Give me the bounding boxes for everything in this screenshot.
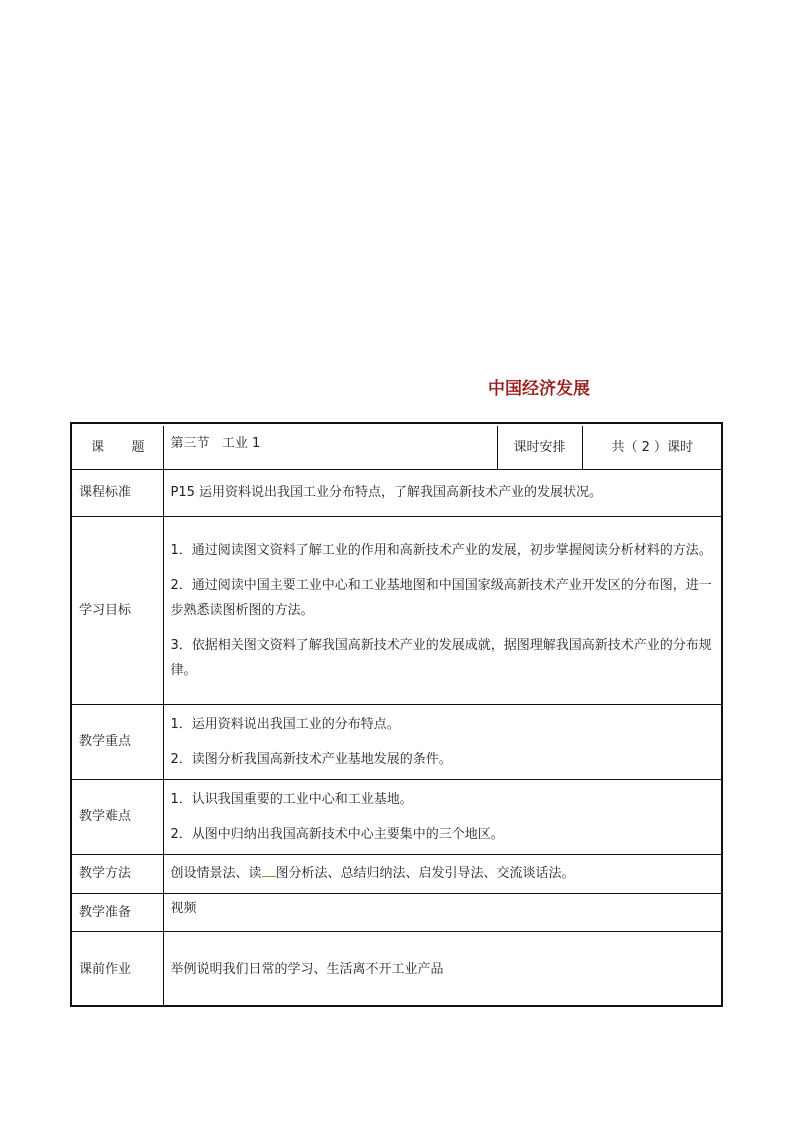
topic-label-a: 课 (91, 439, 105, 455)
preparation-text: 视频 (170, 900, 197, 916)
topic-label-cell (72, 426, 163, 469)
table-row-methods (72, 854, 721, 893)
lesson-plan-table-frame (70, 422, 723, 1007)
table-row-objectives (72, 516, 721, 704)
table-row-standard (72, 469, 721, 516)
row-content-preparation (163, 893, 721, 931)
schedule-label: 课时安排 (497, 426, 582, 469)
row-label-standard: 课程标准 (72, 469, 163, 516)
homework-text: 举例说明我们日常的学习、生活离不开工业产品 (170, 961, 444, 977)
methods-text-part-2: 图分析法、总结归纳法、启发引导法、交流谈话法。 (275, 866, 575, 881)
table-row-key-points (72, 704, 721, 779)
table-row-preparation (72, 893, 721, 931)
key-point-item-1: 1．运用资料说出我国工业的分布特点。 (170, 716, 400, 732)
table-row-homework (72, 931, 721, 1007)
row-content-key-points (163, 704, 721, 779)
row-label-homework: 课前作业 (72, 931, 163, 1007)
table-row-difficulties (72, 779, 721, 854)
row-content-difficulties (163, 779, 721, 854)
topic-label-b: 题 (131, 439, 145, 455)
objective-item-1: 1．通过阅读图文资料了解工业的作用和高新技术产业的发展，初步掌握阅读分析材料的方法。 (170, 542, 712, 558)
document-title: 中国经济发展 (488, 379, 590, 399)
standard-text: P15 运用资料说出我国工业分布特点，了解我国高新技术产业的发展状况。 (170, 485, 603, 500)
row-label-difficulties: 教学难点 (72, 779, 163, 854)
lesson-plan-table (72, 426, 721, 1007)
key-point-item-2: 2．读图分析我国高新技术产业基地发展的条件。 (170, 751, 452, 767)
row-label-preparation: 教学准备 (72, 893, 163, 931)
difficulty-item-1: 1．认识我国重要的工业中心和工业基地。 (170, 791, 413, 807)
schedule-value: 共（ 2 ）课时 (582, 426, 721, 469)
row-content-methods (163, 854, 721, 893)
row-label-key-points: 教学重点 (72, 704, 163, 779)
topic-value: 第三节 工业 1 (163, 426, 497, 469)
table-row-topic (72, 426, 721, 469)
row-content-objectives (163, 516, 721, 704)
objective-item-3: 3．依据相关图文资料了解我国高新技术产业的发展成就，据图理解我国高新技术产业的分布规律。 (170, 637, 712, 678)
row-label-objectives: 学习目标 (72, 516, 163, 704)
row-content-homework (163, 931, 721, 1007)
underline-blank (262, 862, 276, 877)
difficulty-item-2: 2．从图中归纳出我国高新技术中心主要集中的三个地区。 (170, 826, 504, 842)
row-content-standard (163, 469, 721, 516)
row-label-methods: 教学方法 (72, 854, 163, 893)
methods-text-part-1: 创设情景法、读 (170, 866, 262, 881)
objective-item-2: 2．通过阅读中国主要工业中心和工业基地图和中国国家级高新技术产业开发区的分布图，进一步熟悉读图析图的方法。 (170, 577, 712, 618)
